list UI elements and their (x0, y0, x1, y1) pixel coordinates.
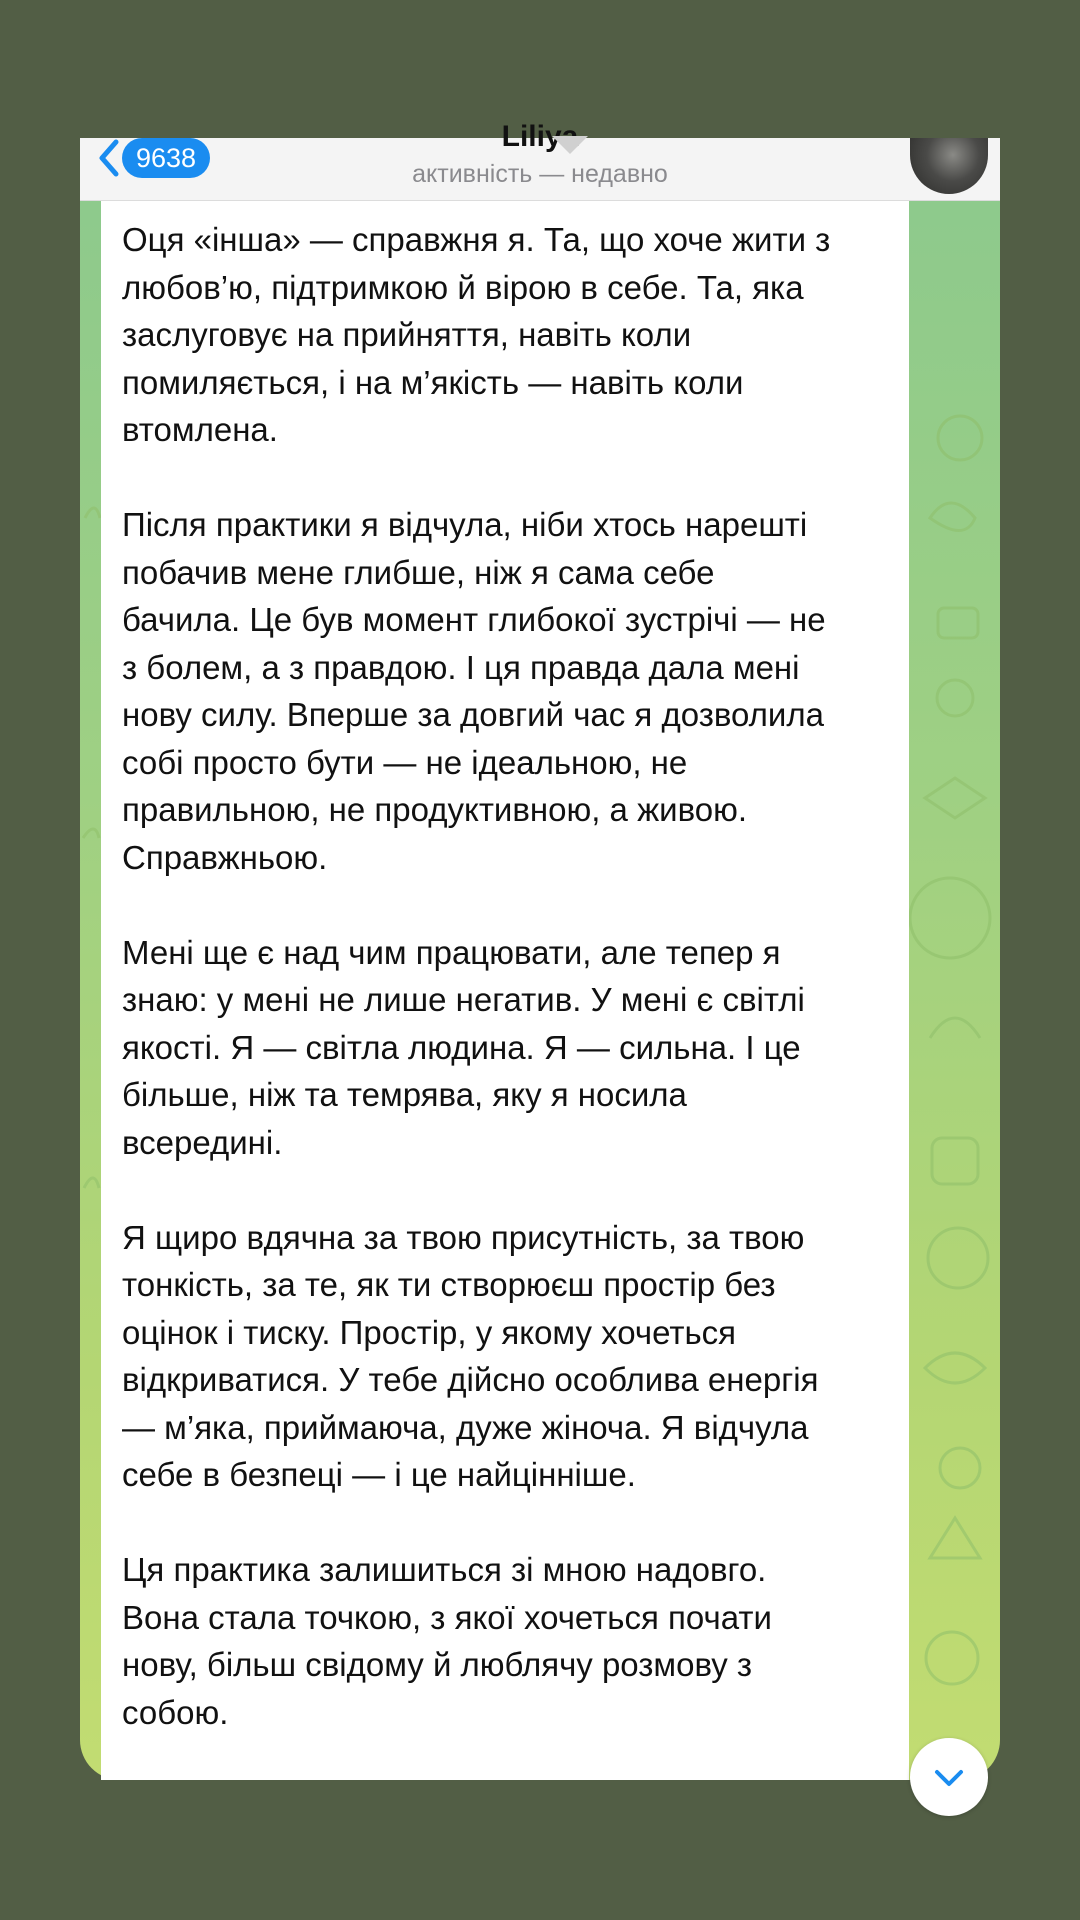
chevron-down-icon (932, 1760, 966, 1794)
chat-status: активність — недавно (412, 160, 668, 188)
pinned-indicator (552, 136, 588, 154)
message-text: Оця «інша» — справжня я. Та, що хоче жити з любов’ю, підтримкою й вірою в себе. Та, яка заслуговує на прийняття, навіть коли помиляється, і на м’якість — навіть коли втомлена. Після практики я відчула, ніби хтось нарешті побачив мене глибше, ніж я сама себе бачила. Це був момент глибокої зустрічі — не з болем, а з правдою. І ця правда дала мені нову силу. Вперше за довгий час я дозволила собі просто бути — не ідеальною, не правильною, не продуктивною, а живою. Справжньою. Мені ще є над чим працювати, але тепер я знаю: у мені не лише негатив. У мені є світлі якості. Я — світла людина. Я — сильна. І це більше, ніж та темрява, яку я носила всередині. Я щиро вдячна за твою присутність, за твою тонкість, за те, як ти створюєш простір без оцінок і тиску. Простір, у якому хочеться відкриватися. У тебе дійсно особлива енергія — м’яка, приймаюча, дуже жіноча. Я відчула себе в безпеці — і це найцінніше. Ця практика залишиться зі мною надовго. Вона стала точкою, з якої хочеться почати нову, більш свідому й люблячу розмову з собою. (122, 221, 831, 1731)
chat-window (80, 120, 1000, 1780)
unread-count-badge: 9638 (122, 138, 210, 178)
scroll-down-button[interactable] (910, 1738, 988, 1816)
chat-header (80, 120, 1000, 201)
chat-title[interactable]: Liliya (501, 120, 579, 153)
message-bubble[interactable] (101, 200, 909, 1780)
